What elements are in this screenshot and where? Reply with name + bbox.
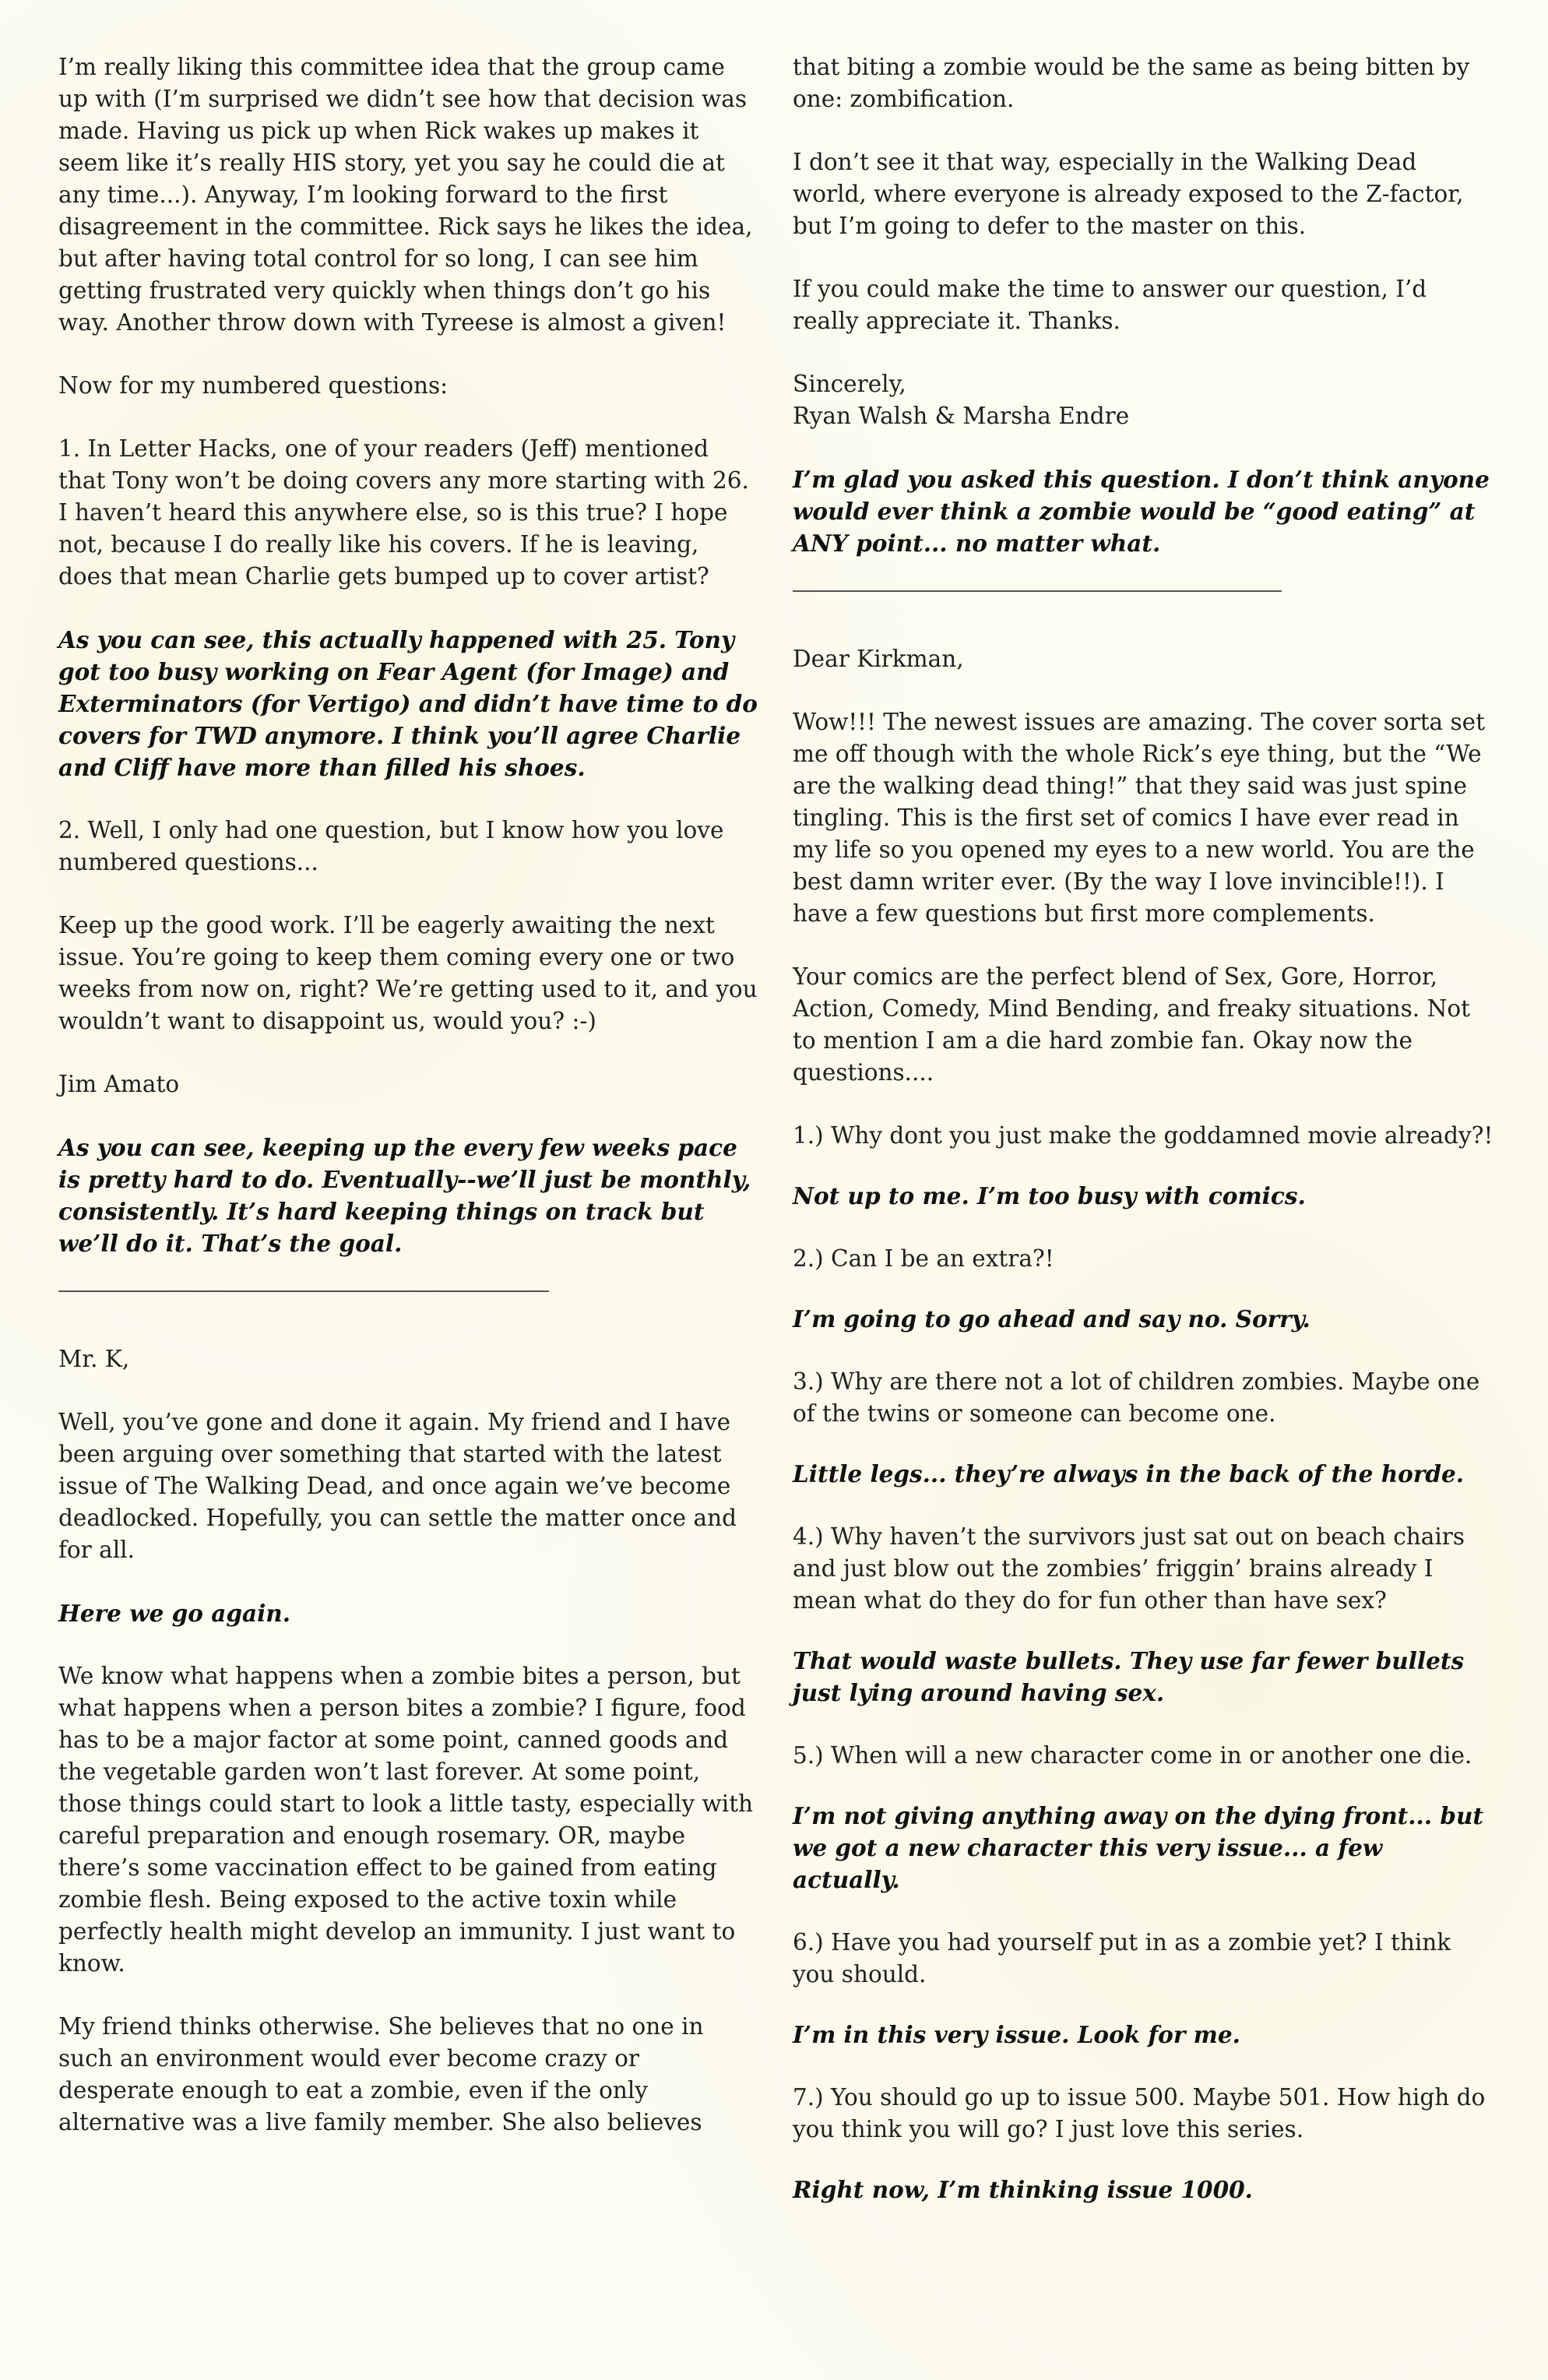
letter-paragraph: Well, you’ve gone and done it again. My friend and I have been arguing over something that started with the latest issue of The Walking Dead, and once again we’ve become deadlocked. Hopefully, you can settle the matter once and for all. bbox=[58, 1409, 737, 1563]
editor-reply: Not up to me. I’m too busy with comics. bbox=[793, 1182, 1306, 1209]
letter-paragraph: Your comics are the perfect blend of Sex, Gore, Horror, Action, Comedy, Mind Bending, and freaky situations. Not to mention I am a die hard zombie fan. Okay now the questions.... bbox=[793, 963, 1470, 1086]
right-column bbox=[793, 51, 1493, 2237]
letter-paragraph: I’m really liking this committee idea that the group came up with (I’m surprised we didn’t see how that decision was made. Having us pick up when Rick wakes up makes it seem like it’s really HIS story, yet you say he could die at any time...). Anyway, I’m looking forward to the first disagreement in the committee. Rick says he likes the idea, but after having total control for so long, I can see him getting frustrated very quickly when things don’t go his way. Another throw down with Tyreese is almost a given! bbox=[58, 54, 753, 336]
editor-reply: I’m glad you asked this question. I don’t think anyone would ever think a zombie would be “good eating” at ANY point... no matter what. bbox=[793, 466, 1490, 557]
letter-signature-name: Ryan Walsh & Marsha Endre bbox=[793, 403, 1130, 429]
letter-salutation: Dear Kirkman, bbox=[793, 646, 964, 672]
letter-question: 4.) Why haven’t the survivors just sat out on beach chairs and just blow out the zombies’ friggin’ brains already I mean what do they do for fun other than have sex? bbox=[793, 1523, 1465, 1614]
letter-paragraph: Wow!!! The newest issues are amazing. The cover sorta set me off though with the whole Rick’s eye thing, but the “We are the walking dead thing!” that they said was just spine tingling. This is the first set of comics I have ever read in my life so you opened my eyes to a new world. You are the best damn writer ever. (By the way I love invincible!!). I have a few questions but first more complements. bbox=[793, 709, 1485, 927]
editor-reply: I’m going to go ahead and say no. Sorry. bbox=[793, 1305, 1311, 1333]
letter-paragraph: We know what happens when a zombie bites a person, but what happens when a person bites a zombie? I figure, food has to be a major factor at some point, canned goods and the vegetable garden won’t last forever. At some point, those things could start to look a little tasty, especially with careful preparation and enough rosemary. OR, maybe there’s some vaccination effect to be gained from eating zombie flesh. Being exposed to the active toxin while perfectly health might develop an immunity. I just want to know. bbox=[58, 1663, 754, 1977]
letter-question: 5.) When will a new character come in or another one die. bbox=[793, 1742, 1472, 1769]
letter-question: 1. In Letter Hacks, one of your readers (Jeff) mentioned that Tony won’t be doing covers any more starting with 26. I haven’t heard this anywhere else, so is this true? I hope not, because I do really like his covers. If he is leaving, does that mean Charlie gets bumped up to cover artist? bbox=[58, 435, 749, 590]
editor-reply: Little legs... they’re always in the back of the horde. bbox=[793, 1460, 1465, 1488]
letter-paragraph: Now for my numbered questions: bbox=[58, 372, 449, 399]
letter-sign-off: Sincerely, bbox=[793, 371, 906, 397]
letter-question: 7.) You should go up to issue 500. Maybe 501. How high do you think you will go? I just love this series. bbox=[793, 2084, 1486, 2142]
editor-reply: As you can see, this actually happened with 25. Tony got too busy working on Fear Agent (for Image) and Exterminators (for Vertigo) and didn’t have time to do covers for TWD anymore. I think you’ll agree Charlie and Cliff have more than filled his shoes. bbox=[58, 626, 758, 781]
editor-reply: I’m in this very issue. Look for me. bbox=[793, 2021, 1240, 2048]
letter-question: 1.) Why dont you just make the goddamned movie already?! bbox=[793, 1122, 1493, 1149]
editor-reply: Right now, I’m thinking issue 1000. bbox=[793, 2176, 1253, 2203]
letter-signature bbox=[793, 368, 1493, 432]
letter-paragraph: I don’t see it that way, especially in the Walking Dead world, where everyone is already exposed to the Z-factor, but I’m going to defer to the master on this. bbox=[793, 149, 1464, 239]
letter-paragraph: that biting a zombie would be the same as being bitten by one: zombification. bbox=[793, 54, 1470, 112]
letter-paragraph: If you could make the time to answer our question, I’d really appreciate it. Thanks. bbox=[793, 276, 1427, 334]
editor-reply: That would waste bullets. They use far fewer bullets just lying around having sex. bbox=[793, 1647, 1465, 1706]
letter-divider bbox=[58, 1290, 549, 1292]
letter-divider bbox=[793, 590, 1282, 592]
editor-reply: As you can see, keeping up the every few weeks pace is pretty hard to do. Eventually--we’ll just be monthly, consistently. It’s hard keeping things on track but we’ll do it. That’s the goal. bbox=[58, 1134, 751, 1257]
letter-question: 2. Well, I only had one question, but I know how you love numbered questions... bbox=[58, 817, 724, 875]
editor-reply: Here we go again. bbox=[58, 1600, 291, 1627]
editor-reply: I’m not giving anything away on the dying front... but we got a new character this very issue... a few actually. bbox=[793, 1802, 1484, 1893]
letter-question: 6.) Have you had yourself put in as a zombie yet? I think you should. bbox=[793, 1929, 1451, 1987]
letter-question: 2.) Can I be an extra?! bbox=[793, 1245, 1054, 1272]
letter-question: 3.) Why are there not a lot of children zombies. Maybe one of the twins or someone can become one. bbox=[793, 1368, 1480, 1427]
letter-paragraph: My friend thinks otherwise. She believes that no one in such an environment would ever become crazy or desperate enough to eat a zombie, even if the only alternative was a live family member. She also believes bbox=[58, 2013, 704, 2135]
letter-signature: Jim Amato bbox=[58, 1071, 180, 1097]
letter-salutation: Mr. K, bbox=[58, 1346, 130, 1372]
left-column bbox=[58, 51, 759, 2170]
letter-paragraph: Keep up the good work. I’ll be eagerly awaiting the next issue. You’re going to keep them coming every one or two weeks from now on, right? We’re getting used to it, and you wouldn’t want to disappoint us, would you? :-) bbox=[58, 912, 758, 1034]
